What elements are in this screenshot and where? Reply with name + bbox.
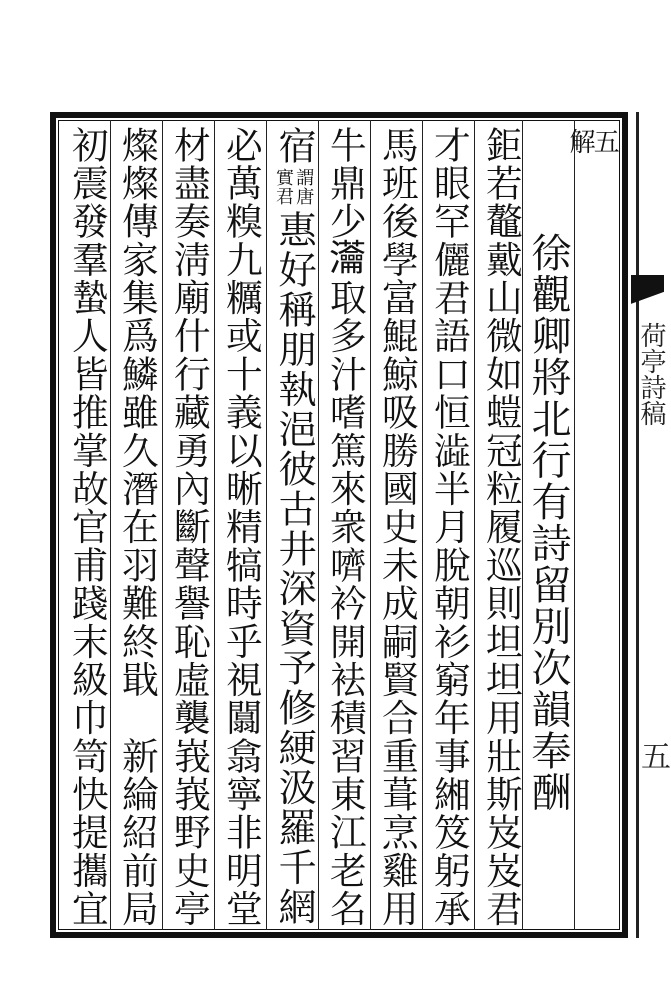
volume-mark: 五 <box>589 128 620 154</box>
column-rule <box>422 120 423 930</box>
note-right: 謂唐 <box>293 167 315 207</box>
text-column-content: 馬班後學富鯤鯨吸勝國史未成嗣賢合重葺烹雞用 <box>376 126 420 928</box>
column-rule <box>370 120 371 930</box>
text-column-content: 燦燦傳家集爲鱗雖久潛在羽難終戢 新綸紹前局 <box>116 126 160 928</box>
running-title: 荷亭詩稿 <box>636 322 666 426</box>
text-column <box>62 126 112 928</box>
text-column <box>372 126 422 928</box>
column-rule <box>266 120 267 930</box>
text-column <box>164 126 214 928</box>
column-rule <box>162 120 163 930</box>
text-column-content: 才眼罕儷君語口恒澁半月脫朝衫窮年事緗笈躬承 <box>428 126 472 928</box>
poem-title: 徐觀卿將北行有詩留別次韻奉酬 <box>525 232 571 813</box>
text-column-content: 宿 <box>271 126 317 166</box>
text-column <box>476 126 526 928</box>
text-column-content: 初震發羣蟄人皆推掌故官甫踐末級巾笥快提攜宜 <box>66 126 110 928</box>
text-column <box>320 126 370 928</box>
poem-title-column <box>523 232 573 813</box>
fold-line <box>636 112 639 938</box>
text-column-content: 必萬糗九糲或十義以晰精犒時乎視闒翕寧非明堂 <box>220 126 264 928</box>
text-column <box>112 126 162 928</box>
text-column-content: 鉅若鼇戴山微如螘冠粒履巡則坦坦用壯斯岌岌君 <box>480 126 524 928</box>
text-column <box>216 126 266 928</box>
column-rule <box>214 120 215 930</box>
column-rule <box>474 120 475 930</box>
text-column-content: 材盡奏淸廟什行藏勇內斷聲譽恥虛襲峩峩野史亭 <box>168 126 212 928</box>
note-left: 實君 <box>273 167 294 207</box>
text-column-content: 牛鼎少𤅢取多汁嗜篤來衆嚌衿開袪積習東江老名 <box>324 126 368 928</box>
text-column <box>424 126 474 928</box>
page-number: 五 <box>641 740 671 775</box>
fold-fish-tail <box>631 275 664 315</box>
text-column <box>268 126 318 927</box>
column-rule <box>574 120 575 930</box>
interlinear-note <box>273 167 315 207</box>
text-column-content: 惠好稱朋執浥彼古井深資予修綆汲羅千網 <box>271 210 317 927</box>
corner-label: 解 <box>565 128 595 154</box>
column-rule <box>318 120 319 930</box>
